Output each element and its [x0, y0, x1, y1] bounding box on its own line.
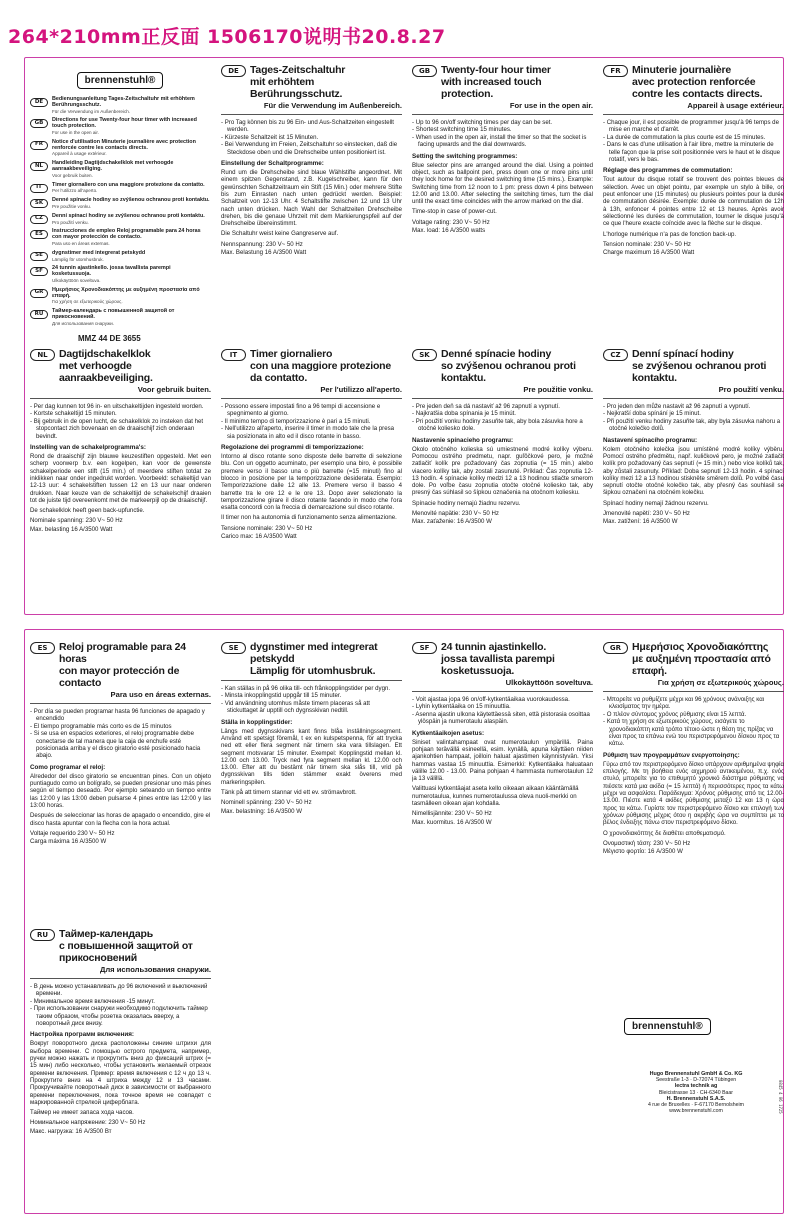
- language-code-badge: GB: [30, 119, 48, 128]
- feature-list: [412, 119, 593, 149]
- section-title: Minuterie journalière: [632, 64, 732, 76]
- feature-bullet: - Κατά τη χρήση σε εξωτερικούς χώρους, εισάγετε το χρονοδιακόπτη κατά τρόπο τέτοιο ώστε η θέση της πρίζας να είναι προς τα επάνω ενώ του περιστρεφόμενου δίσκου προς τα κάτω.: [603, 718, 784, 748]
- extra-note: Después de seleccionar las horas de apagado o encendido, gire el disco hasta apuntar con la flecha con la hora actual.: [30, 812, 211, 827]
- rated-voltage: Jmenovité napětí: 230 V~ 50 Hz: [603, 510, 690, 517]
- language-code-badge: SF: [412, 642, 437, 654]
- divider: [221, 114, 402, 115]
- feature-bullet: - При использовании снаружи необходимо подключить таймер таким образом, чтобы розетка оказалась вверху, а поворотный диск внизу.: [30, 1005, 211, 1027]
- section-header: [30, 928, 211, 964]
- section-header: [221, 348, 402, 384]
- cover-language-title: Directions for use Twenty-four hour timer with increased touch protection.: [52, 117, 197, 130]
- feature-bullet: - Chaque jour, il est possible de programmer jusqu'à 96 temps de mise en marche et d'arrêt.: [603, 119, 784, 134]
- cover-language-sub: Für die Verwendung im Außenbereich.: [52, 108, 131, 114]
- section-header: [603, 348, 784, 384]
- settings-heading: Ställa in kopplingstider:: [221, 718, 293, 726]
- address-line: 4 rue de Bruxelles · F-67170 Bernolsheim: [647, 1102, 745, 1109]
- section-title-block: [59, 641, 211, 689]
- max-load: Μέγιστο φορτίο: 16 A/3500 W: [603, 848, 683, 856]
- settings-heading: Ρύθμιση των προγραμμάτων ενεργοποίησης:: [603, 751, 740, 759]
- cover-language-title: Ημερήσιος Χρονοδιακόπτης με αυξημένη προστασία από επαφή.: [52, 286, 200, 299]
- cover-language-sub: Para uso en áreas externas.: [52, 240, 110, 246]
- max-load: Max. belasting 16 A/3500 Watt: [30, 525, 113, 533]
- feature-list: [412, 696, 593, 726]
- language-code-badge: DE: [30, 98, 48, 107]
- section-title-block: [441, 64, 593, 100]
- feature-bullet: - Pri použití vonku hodiny zasuňte tak, aby bola zásuvka hore a otočné koliesko dole.: [412, 418, 593, 433]
- section-title-block: [250, 64, 402, 100]
- cover-language-sub: Voor gebruik buiten.: [52, 172, 93, 178]
- extra-note: Tänk på att timern stannar vid ett ev. strömavbrott.: [221, 789, 357, 796]
- divider: [603, 114, 784, 115]
- cover-language-text: [52, 198, 210, 211]
- cover-language-title: 24 tunnin ajastinkello. jossa tavallista parempi kosketussuoja.: [52, 265, 171, 278]
- cover-language-item: [30, 97, 210, 115]
- settings-heading: Kytkentäaikojen asetus:: [412, 729, 485, 737]
- section-title: Tages-Zeitschaltuhr: [250, 64, 346, 76]
- section-title: Twenty-four hour timer: [441, 64, 551, 76]
- cover-language-text: [52, 214, 205, 227]
- settings-body: Rond de draaischijf zijn blauwe keuzestiften opgesteld. Met een scherp voorwerp b.v. een kogelpen, kan voor de gewenste schakelperiode een stift (15 min.) of meerdere stiften totdat ze inklikken naar onder ingedrukt worden. Voorbeeld: schakeltijd van 12-13 uur: 4 schakelstiften tussen 12 en 13 uur naar onderen drukken. Naar keuze van de schakeltijd de schakelschijf draaien tot de juiste tijd overeenkomt met de markeerpijl op de draaischijf.: [30, 453, 211, 504]
- feature-bullet: - Pro Tag können bis zu 96 Ein- und Aus-Schaltzeiten eingestellt werden.: [221, 119, 402, 134]
- max-load: Max. zatížení: 16 A/3500 W: [603, 518, 678, 526]
- feature-bullet: - Vid användning utomhus måste timern placeras så att stickuttaget är upptill och dygnsskivan nedtill.: [221, 700, 402, 715]
- settings-body: Rund um die Drehscheibe sind blaue Wählstifte angeordnet. Mit einem spitzen Gegenstand, z.B. Kugelschreiber, kann für den gewünschten Schaltzeitraum ein Stift (15 Min.) oder mehrere Stifte bis zum Einrasten nach unten gedrückt werden. Beispiel: Schaltzeit von 12-13 Uhr. 4 Schaltstifte zwischen 12 und 13 Uhr nach unten drücken. Nach Wahl der Schaltzeiten Drehscheibe drehen, bis die genaue Uhrzeit mit dem Markierungspfeil auf der Drehscheibe übereinstimmt.: [221, 169, 402, 228]
- feature-bullet: - Nejkratší doba spínání je 15 minut.: [603, 410, 784, 417]
- rated-voltage: Nennspannung: 230 V~ 50 Hz: [221, 240, 303, 248]
- language-section-gb: [412, 64, 593, 234]
- cover-panel: [30, 64, 210, 343]
- feature-bullet: - Si se usa en espacios exteriores, el reloj programable debe conectarse de tal manera que la caja de enchufe esté posicionada arriba y el disco giratorio esté posicionado hacia abajo.: [30, 730, 211, 760]
- section-header: [412, 64, 593, 100]
- section-title-block: [250, 348, 402, 384]
- cover-language-sub: Pro použití venku.: [52, 219, 89, 225]
- usage-note: Für die Verwendung im Außenbereich.: [263, 101, 402, 110]
- language-code-badge: GB: [412, 65, 437, 77]
- feature-bullet: - El tiempo programable más corto es de 15 minutos: [30, 723, 211, 730]
- language-code-badge: SE: [221, 642, 246, 654]
- rated-voltage: Ονομαστική τάση: 230 V~ 50 Hz: [603, 839, 691, 847]
- usage-note: Pro použití venku.: [718, 385, 784, 394]
- settings-heading: Nastavenie spínacieho programu:: [412, 436, 514, 444]
- language-code-badge: RU: [30, 310, 48, 319]
- divider: [412, 691, 593, 692]
- settings-heading: Nastavení spínacího programu:: [603, 436, 698, 444]
- language-section-gr: [603, 641, 784, 855]
- feature-list: [603, 696, 784, 748]
- feature-list: [30, 983, 211, 1027]
- divider: [412, 114, 593, 115]
- cover-language-item: [30, 161, 210, 179]
- section-header: [30, 348, 211, 384]
- section-title: Reloj programable para 24 horas: [59, 641, 186, 665]
- feature-list: [221, 685, 402, 715]
- divider: [30, 703, 211, 704]
- cover-language-item: [30, 198, 210, 211]
- rated-voltage: Menovité napätie: 230 V~ 50 Hz: [412, 510, 499, 517]
- language-section-fr: [603, 64, 784, 256]
- settings-body: Intorno al disco rotante sono disposte delle barrette di selezione blu. Con un oggetto acuminato, per esempio una biro, è possibile premere verso il basso una o più barrette (=15 minuti) fino al blocco in posizione per la temporizzazione desiderata. Esempio: Temporizzazione dalle 12 alle 13. Premere verso il basso 4 barrette tra le ore 12 e le ore 13. Dopo aver selezionato la temporizzazione girare il disco rotante facendo in modo che l'ora esatta concordi con la freccia di demarcazione sul disco rotante.: [221, 453, 402, 512]
- cover-language-title: Bedienungsanleitung Tages-Zeitschaltuhr mit erhöhtem Berührungsschutz.: [52, 96, 195, 108]
- usage-note: For use in the open air.: [509, 101, 593, 110]
- section-title-block: [632, 641, 784, 677]
- cover-language-sub: Για χρήση σε εξωτερικούς χώρους.: [52, 299, 123, 305]
- settings-heading: Regolazione dei programmi di temporizzazione:: [221, 444, 364, 452]
- cover-language-item: [30, 266, 210, 284]
- section-header: [412, 348, 593, 384]
- usage-note: Per l'utilizzo all'aperto.: [320, 385, 402, 394]
- divider: [412, 398, 593, 399]
- cover-language-title: dygnstimer med integrerat petskydd: [52, 249, 146, 256]
- feature-bullet: - Kortste schakeltijd 15 minuten.: [30, 410, 211, 417]
- section-title-block: [441, 641, 593, 677]
- feature-bullet: - Kürzeste Schaltzeit ist 15 Minuten.: [221, 134, 402, 141]
- cover-language-text: [52, 309, 210, 327]
- feature-bullet: - Kan ställas in på 96 olika till- och frånkopplingstider per dygn.: [221, 685, 402, 692]
- settings-body: Blue selector pins are arranged around the dial. Using a pointed object, such as ballpoint pen, press down one or more pins until they lock home for the desired switching time (15 mins.). Example: Switching time from 12 noon to 1 pm: press down 4 pins between 12.00 and 13.00. After selecting the switching times, turn the dial until the exact time coincides with the arrow marked on the dial.: [412, 161, 593, 206]
- language-code-badge: CZ: [603, 349, 628, 361]
- divider: [221, 680, 402, 681]
- section-header: [412, 641, 593, 677]
- language-section-sf: [412, 641, 593, 826]
- settings-heading: Einstellung der Schaltprogramme:: [221, 160, 324, 168]
- feature-list: [30, 403, 211, 440]
- cover-language-sub: Per l'utilizzo all'aperto.: [52, 188, 98, 194]
- section-header: [30, 641, 211, 689]
- section-title-block: [59, 348, 211, 384]
- settings-body: Kolem otočného kolečka jsou umístěné modré kolíky výběru. Pomocí ostrého předmětu, např. kuličkové pero, je možné zatlačit kolík pro požadovaný čas sepnutí (= 15 min.) nebo více kolíků tak, aby zůstali zasunuty. Příklad: Doba sepnutí 12-13 hodin. 4 spínací kolíky mezi 12 a 13 hodinou stiskněte směrem dolů. Po volbě času sepnutí otočte otočné kolečko tak, aby přesný čas souhlasil se šipkou označení na otočném kolečku.: [603, 445, 784, 497]
- print-code: 0845 4 06 1725: [778, 1080, 783, 1114]
- cover-language-item: [30, 183, 210, 196]
- language-section-it: [221, 348, 402, 540]
- manufacturer-address: [616, 1071, 776, 1114]
- cover-language-item: [30, 251, 210, 264]
- settings-body: Γύρω από τον περιστρεφόμενο δίσκο υπάρχουν αριθμημένα ψηφία επιλογής. Με τη βοήθεια ενός αιχμηρού αντικειμένου, π.χ. ενός στυλό, μπορείτε για το επιθυμητό χρονικό διάστημα ρύθμισης να πιέσετε κατά μια ακίδα (= 15 λεπτά) ή περισσότερες προς τα κάτω μέχρι να ασφαλίσει. Παράδειγμα: Χρόνος ρύθμισης από τις 12.00-13.00. Πιέστε κατά 4 ακίδες ρύθμισης μεταξύ 12 και 13 η ώρα προς τα κάτω. Γυρίστε τον περιστρεφόμενο δίσκο και επιλογή των χρόνων ρύθμισης μέχρις ότου η ακριβής ώρα να συμπίπτει με το βέλος ένδειξης πάνω στον περιστρεφόμενο δίσκο.: [603, 760, 784, 827]
- section-subtitle: с повышенной защитой от прикосновений: [59, 940, 193, 964]
- settings-body: Okolo otočného kolieska sú umiestnené modré kolíky výberu. Pomocou ostrého predmetu, napr. guľôčkové pero, je možné zatlačiť kolík pre požadovaný čas zopnutia (= 15 min.) alebo viacero kolíky tak, aby zostali zasunuté. Príklad: Čas zopnutia 12-13 hodín. 4 spínacie kolíky medzi 12 a 13 hodinou stlačte smerom dole. Po voľbe času zopnutia otočte otočné koliesko tak, aby presný čas súhlasil so šípkou označenia na otočnom koliesku.: [412, 445, 593, 497]
- extra-note: Time-stop in case of power-cut.: [412, 208, 497, 216]
- back-brand-logo: brennenstuhl®: [624, 1018, 711, 1035]
- max-load: Max. Belastung 16 A/3500 Watt: [221, 249, 307, 256]
- cover-language-title: Denní spínací hodiny se zvýšenou ochranou proti kontaktu.: [52, 212, 205, 219]
- max-load: Charge maximum 16 A/3500 Watt: [603, 249, 695, 257]
- cover-language-text: [52, 288, 210, 306]
- back-logo-wrap: [624, 1014, 711, 1035]
- extra-note: L'horloge numérique n'a pas de fonction back-up.: [603, 230, 737, 238]
- cover-language-text: [52, 183, 205, 196]
- feature-bullet: - Up to 96 on/off switching times per day can be set.: [412, 119, 593, 126]
- section-header: [221, 64, 402, 100]
- print-header: 264*210mm正反面 1506170说明书20.8.27: [8, 26, 446, 48]
- usage-note: Ulkokäyttöön soveltuva.: [505, 678, 593, 687]
- feature-bullet: - Ο πλέον σύντομος χρόνος ρύθμισης είναι 15 λεπτά.: [603, 711, 784, 718]
- section-subtitle: jossa tavallista parempi kosketussuoja.: [441, 653, 555, 677]
- language-code-badge: NL: [30, 349, 55, 361]
- model-number: MMZ 44 DE 3655: [78, 333, 141, 343]
- usage-note: Για χρήση σε εξωτερικούς χώρους.: [657, 678, 784, 687]
- language-code-badge: DE: [221, 65, 246, 77]
- feature-bullet: - Pre jeden deň sa dá nastaviť až 96 zapnutí a vypnutí.: [412, 403, 593, 410]
- cover-language-sub: Pre použitie vonku.: [52, 203, 92, 209]
- feature-bullet: - Possono essere impostati fino a 96 tempi di accensione e spegnimento al giorno.: [221, 403, 402, 418]
- feature-bullet: - Minsta inkopplingstid uppgår till 15 minuter.: [221, 692, 402, 699]
- feature-list: [603, 403, 784, 433]
- section-header: [603, 641, 784, 677]
- max-load: Max. load: 16 A/3500 watts: [412, 227, 486, 234]
- section-title-block: [632, 64, 784, 100]
- section-title-block: [59, 928, 211, 964]
- address-line: lectra technik ag: [674, 1083, 718, 1090]
- rated-voltage: Nominell spänning: 230 V~ 50 Hz: [221, 799, 312, 807]
- cover-language-title: Instrucciones de empleo Reloj programable para 24 horas con mayor protección de contacto.: [52, 228, 201, 241]
- usage-note: Voor gebruik buiten.: [137, 385, 211, 394]
- language-section-nl: [30, 348, 211, 533]
- feature-bullet: - Por día se pueden programar hasta 96 funciones de apagado y encendido: [30, 708, 211, 723]
- feature-bullet: - Per dag kunnen tot 96 in- en uitschakeltijden ingesteld worden.: [30, 403, 211, 410]
- extra-note: Il timer non ha autonomia di funzionamento senza alimentazione.: [221, 514, 397, 522]
- feature-bullet: - Bij gebruik in de open lucht, de schakelklok zo insteken dat het stopcontact zich bovenaan en de draaischijf zich onderaan bevindt.: [30, 418, 211, 440]
- cover-language-text: [52, 161, 210, 179]
- language-code-badge: SE: [30, 252, 48, 261]
- usage-note: Для использования снаружи.: [99, 965, 211, 974]
- section-header: [221, 641, 402, 677]
- address-line: Hugo Brennenstuhl GmbH & Co. KG: [649, 1071, 743, 1077]
- divider: [603, 691, 784, 692]
- section-title: Ημερήσιος Χρονοδιακόπτης: [632, 641, 769, 653]
- feature-list: [30, 708, 211, 760]
- max-load: Max. belastning: 16 A/3500 W: [221, 807, 302, 815]
- cover-language-item: [30, 118, 210, 136]
- cover-language-item: [30, 309, 210, 327]
- cover-language-list: [30, 97, 210, 328]
- section-subtitle: with increased touch protection.: [441, 76, 542, 100]
- rated-voltage: Voltaje requerido 230 V~ 50 Hz: [30, 829, 115, 837]
- language-section-se: [221, 641, 402, 815]
- settings-heading: Настройка программ включения:: [30, 1031, 134, 1039]
- language-code-badge: GR: [603, 642, 628, 654]
- feature-list: [412, 403, 593, 433]
- cover-language-title: Notice d'utilisation Minuterie journalière avec protection renforcée contre les contacts directs.: [52, 138, 196, 151]
- language-code-badge: IT: [30, 184, 48, 193]
- feature-bullet: - Shortest switching time 15 minutes.: [412, 126, 593, 133]
- language-code-badge: IT: [221, 349, 246, 361]
- settings-body: Alrededor del disco giratorio se encuentran pines. Con un objeto puntiagudo como un bolígrafo, se pueden presionar uno más pines según el tiempo deseado. Por ejemplo seteando un tiempo entre las 12:00 y las 13:00 deben pulsarse 4 pines entre las 12:00 y las 13:00 horas.: [30, 772, 211, 810]
- feature-bullet: - Минимальное время включения -15 минут.: [30, 998, 211, 1005]
- feature-bullet: - Voit ajastaa jopa 96 on/off-kytkentäaikaa vuorokaudessa.: [412, 696, 593, 703]
- rated-voltage: Nominale spanning: 230 V~ 50 Hz: [30, 517, 123, 525]
- section-header: [603, 64, 784, 100]
- cover-language-text: [52, 140, 210, 158]
- language-code-badge: GR: [30, 289, 48, 298]
- settings-body: Вокруг поворотного диска расположены синиие штрихи для выбора времени. С помощью острого предмета, например, ручки можно нажать и прокрутить вниз до фиксаций штрих (= 15 мин) либо несколько, чтобы установить желаемый отрезок времени включения. Пример: время включения с 12 ч до 13 ч. Прокрутите вниз на 4 штриха между 12 и 13 часами. Прокручивайте поворотный диск в зависимости от выбранного времени переключения, пока точное время не совпадет с маркированной стрелкой циферблата.: [30, 1040, 211, 1106]
- address-line: Seestraße 1-3 · D-72074 Tübingen: [655, 1077, 737, 1084]
- section-subtitle: avec protection renforcée contre les contacts directs.: [632, 76, 763, 100]
- cover-language-item: [30, 214, 210, 227]
- extra-note: Die Schaltuhr weist keine Gangreserve auf.: [221, 230, 339, 238]
- settings-heading: Réglage des programmes de commutation:: [603, 167, 733, 175]
- cover-language-sub: Appareil à usage extérieur.: [52, 151, 107, 157]
- section-title-block: [632, 348, 784, 384]
- rated-voltage: Номинальное напряжение: 230 V~ 50 Hz: [30, 1119, 146, 1127]
- feature-bullet: - Dans le cas d'une utilisation à l'air libre, mettre la minuterie de telle façon que la prise soit positionnée vers le haut et le disque rotatif, vers le bas.: [603, 141, 784, 163]
- max-load: Carico max: 16 A/3500 Watt: [221, 533, 297, 540]
- settings-heading: Instelling van de schakelprogramma's:: [30, 444, 146, 452]
- section-title: Timer giornaliero: [250, 348, 333, 360]
- cover-language-title: Timer giornaliero con una maggiore protezione da contatto.: [52, 181, 205, 188]
- feature-bullet: - Pro jeden den může nastavit až 96 zapnutí a vypnutí.: [603, 403, 784, 410]
- language-code-badge: CZ: [30, 215, 48, 224]
- language-code-badge: SF: [30, 267, 48, 276]
- feature-bullet: - Il minimo tempo di temporizzazione è pari a 15 minuti.: [221, 418, 402, 425]
- max-load: Carga máxima 16 A/3500 W: [30, 838, 107, 846]
- feature-bullet: - Μπορείτε να ρυθμίζετε μέχρι και 96 χρόνους ανάνοιξης και κλεισίματος την ημέρα.: [603, 696, 784, 711]
- extra-note: Valittuasi kytkentäajat aseta kello oikeaan aikaan kääntämällä numerotaulua, kunnes numerotaulussa oleva nuoli-merkki on tasmälleen oikean ajan kohdalla.: [412, 785, 579, 807]
- feature-bullet: - Bei Verwendung im Freien, Zeitschaltuhr so einstecken, daß die Steckdose oben und die Drehscheibe unten positioniert ist.: [221, 141, 402, 156]
- language-code-badge: RU: [30, 929, 55, 941]
- settings-body: Siniset valintahampaat ovat numerotaulun ympärillä. Paina pohjaan terävällä esineellä, esim. kynällä, apuna käyttäen niiden ajankohtien hampaat, joilloin haluat ajastimen käynnistyvän. Yksi hammas vastaa 15 minuuttia. Esimerkki: Kytkentäaika haluataan välille 12.00 - 13.00. Paina pohjaan 4 hammasta numerotaulun 12 ja 13 välillä.: [412, 738, 593, 783]
- language-code-badge: FR: [603, 65, 628, 77]
- section-title: Denní spínací hodiny: [632, 348, 734, 360]
- rated-voltage: Voltage rating: 230 V~ 50 Hz: [412, 218, 490, 226]
- language-code-badge: SK: [30, 199, 48, 208]
- cover-language-title: Denné spínacie hodiny so zvýšenou ochranou proti kontaktu.: [52, 197, 210, 204]
- section-title: dygnstimer med integrerat petskydd: [250, 641, 378, 665]
- brand-logo: brennenstuhl®: [77, 72, 164, 89]
- section-subtitle: se zvýšenou ochranou proti kontaktu.: [632, 360, 767, 384]
- cover-language-item: [30, 288, 210, 306]
- feature-list: [603, 119, 784, 163]
- usage-note: Appareil à usage extérieur.: [687, 101, 784, 110]
- cover-language-text: [52, 251, 145, 264]
- settings-body: Längs med dygnsskivans kant finns blåa inställningssegment. Använd ett spetsigt föremål, t ex en kulspetspenna, för att trycka ned ett eller flera segment när timern ska vara tillslagen. Ett segment motsvarar 15 minuter. Exempel: Kopplingstid mellan kl. 12.00 och 13.00. Tryck ned fyra segment mellan kl. 12.00 och 13.00. Efter att du bestämt när timern ska slås till, vrid på dygnsskivan tills tiden stämmer exakt överens med markeringspilen.: [221, 727, 402, 786]
- usage-note: Para uso en áreas externas.: [110, 690, 211, 699]
- language-section-es: [30, 641, 211, 846]
- max-load: Макс. нагрузка: 16 A/3500 Вт: [30, 1127, 112, 1135]
- language-section-ru: [30, 928, 211, 1135]
- feature-bullet: - Najkratšia doba spínania je 15 minút.: [412, 410, 593, 417]
- cover-language-text: [52, 118, 210, 136]
- feature-bullet: - Nell'utilizzo all'aperto, inserire il timer in modo tale che la presa sia posizionata in alto ed il disco rotante in basso.: [221, 425, 402, 440]
- section-title: 24 tunnin ajastinkello.: [441, 641, 547, 653]
- section-subtitle: mit erhöhtem Berührungsschutz.: [250, 76, 343, 100]
- max-load: Max. kuormitus. 16 A/3500 W: [412, 818, 492, 826]
- divider: [30, 398, 211, 399]
- settings-body: Tout autour du disque rotatif se trouvent des pointes bleues de sélection. Avec un objet pointu, par exemple un stylo à bille, on peut enfoncer une (15 minutes) ou plusieurs pointes pour la durée de commutation désirée. Exemple: durée de commutation de 12h à 13h, enfoncer 4 pointes entre 12 et 13 heures. Après avoir sélectionné les durées de commutation, tourner le disque jusqu'à ce que l'heure exacte coïncide avec la flèche sur le disque.: [603, 176, 784, 228]
- section-subtitle: so zvýšenou ochranou proti kontaktu.: [441, 360, 576, 384]
- cover-language-sub: Lämplig för utomhusbruk.: [52, 256, 104, 262]
- section-subtitle: Lämplig för utomhusbruk.: [250, 665, 376, 677]
- cover-language-sub: For use in the open air.: [52, 129, 99, 135]
- cover-language-text: [52, 97, 210, 115]
- feature-bullet: - Asenna ajastin ulkona käytettäessä siten, että pistorasia osoittaa ylöspäin ja numerotaulu alaspäin.: [412, 711, 593, 726]
- rated-voltage: Nimellisjännite: 230 V~ 50 Hz: [412, 810, 492, 818]
- cover-language-sub: Для использования снаружи.: [52, 320, 115, 326]
- extra-note: Spínací hodiny nemají žádnou rezervu.: [603, 499, 709, 507]
- section-title: Dagtijdschakelklok: [59, 348, 151, 360]
- usage-note: Pre použitie vonku.: [523, 385, 593, 394]
- cover-language-item: [30, 140, 210, 158]
- divider: [603, 398, 784, 399]
- cover-language-text: [52, 229, 210, 247]
- extra-note: De schakelklok heeft geen back-upfunctie.: [30, 507, 145, 515]
- feature-list: [221, 119, 402, 156]
- rated-voltage: Tensione nominale: 230 V~ 50 Hz: [221, 524, 313, 532]
- section-title-block: [441, 348, 593, 384]
- section-title: Denné spínacie hodiny: [441, 348, 552, 360]
- section-title: Таймер-календарь: [59, 928, 153, 940]
- section-subtitle: με αυξημένη προστασία από επαφή.: [632, 653, 771, 677]
- feature-bullet: - Lyhin kytkentäaika on 15 minuuttia.: [412, 703, 593, 710]
- section-subtitle: con una maggiore protezione da contatto.: [250, 360, 392, 384]
- max-load: Max. zaťaženie: 16 A/3500 W: [412, 518, 492, 526]
- divider: [30, 978, 211, 979]
- extra-note: Таймер не имеет запаса хода часов.: [30, 1109, 134, 1117]
- extra-note: Ο χρονοδιακόπτης δε διαθέτει αποθεματισμό.: [603, 829, 726, 837]
- settings-heading: Como programar el reloj:: [30, 763, 106, 771]
- feature-bullet: - When used in the open air, install the timer so that the socket is facing upwards and the dial downwards.: [412, 134, 593, 149]
- cover-language-item: [30, 229, 210, 247]
- address-line: Bleicistrasse 13 · CH-6340 Baar: [658, 1089, 734, 1096]
- website: www.brennenstuhl.com: [669, 1108, 723, 1115]
- language-code-badge: ES: [30, 642, 55, 654]
- rated-voltage: Tension nominale: 230 V~ 50 Hz: [603, 240, 691, 248]
- cover-language-title: Таймер-календарь с повышенной защитой от прикосновений.: [52, 308, 175, 320]
- divider: [221, 398, 402, 399]
- settings-heading: Setting the switching programmes:: [412, 152, 518, 160]
- language-code-badge: ES: [30, 230, 48, 239]
- section-title-block: [250, 641, 402, 677]
- cover-language-title: Handleiding Dagtijdschakelklok met verhoogde aanraakbeveiliging.: [52, 160, 174, 172]
- feature-bullet: - В день можно устанавливать до 96 включений и выключений времени.: [30, 983, 211, 998]
- cover-language-text: [52, 266, 210, 284]
- language-code-badge: SK: [412, 349, 437, 361]
- extra-note: Spínacie hodiny nemajú žiadnu rezervu.: [412, 499, 521, 507]
- feature-list: [221, 403, 402, 440]
- language-section-sk: [412, 348, 593, 526]
- language-code-badge: NL: [30, 162, 48, 171]
- section-subtitle: con mayor protección de contacto: [59, 665, 180, 689]
- address-line: H. Brennenstuhl S.A.S.: [666, 1095, 726, 1102]
- feature-bullet: - Při použití venku hodiny zasuňte tak, aby byla zásuvka nahoru a otočné kolečko dolů.: [603, 418, 784, 433]
- language-section-de: [221, 64, 402, 256]
- section-subtitle: met verhoogde aanraakbeveiliging.: [59, 360, 153, 384]
- language-section-cz: [603, 348, 784, 526]
- feature-bullet: - La durée de commutation la plus courte est de 15 minutes.: [603, 134, 784, 141]
- cover-language-sub: Ulkokäyttöön soveltuva.: [52, 277, 101, 283]
- language-code-badge: FR: [30, 141, 48, 150]
